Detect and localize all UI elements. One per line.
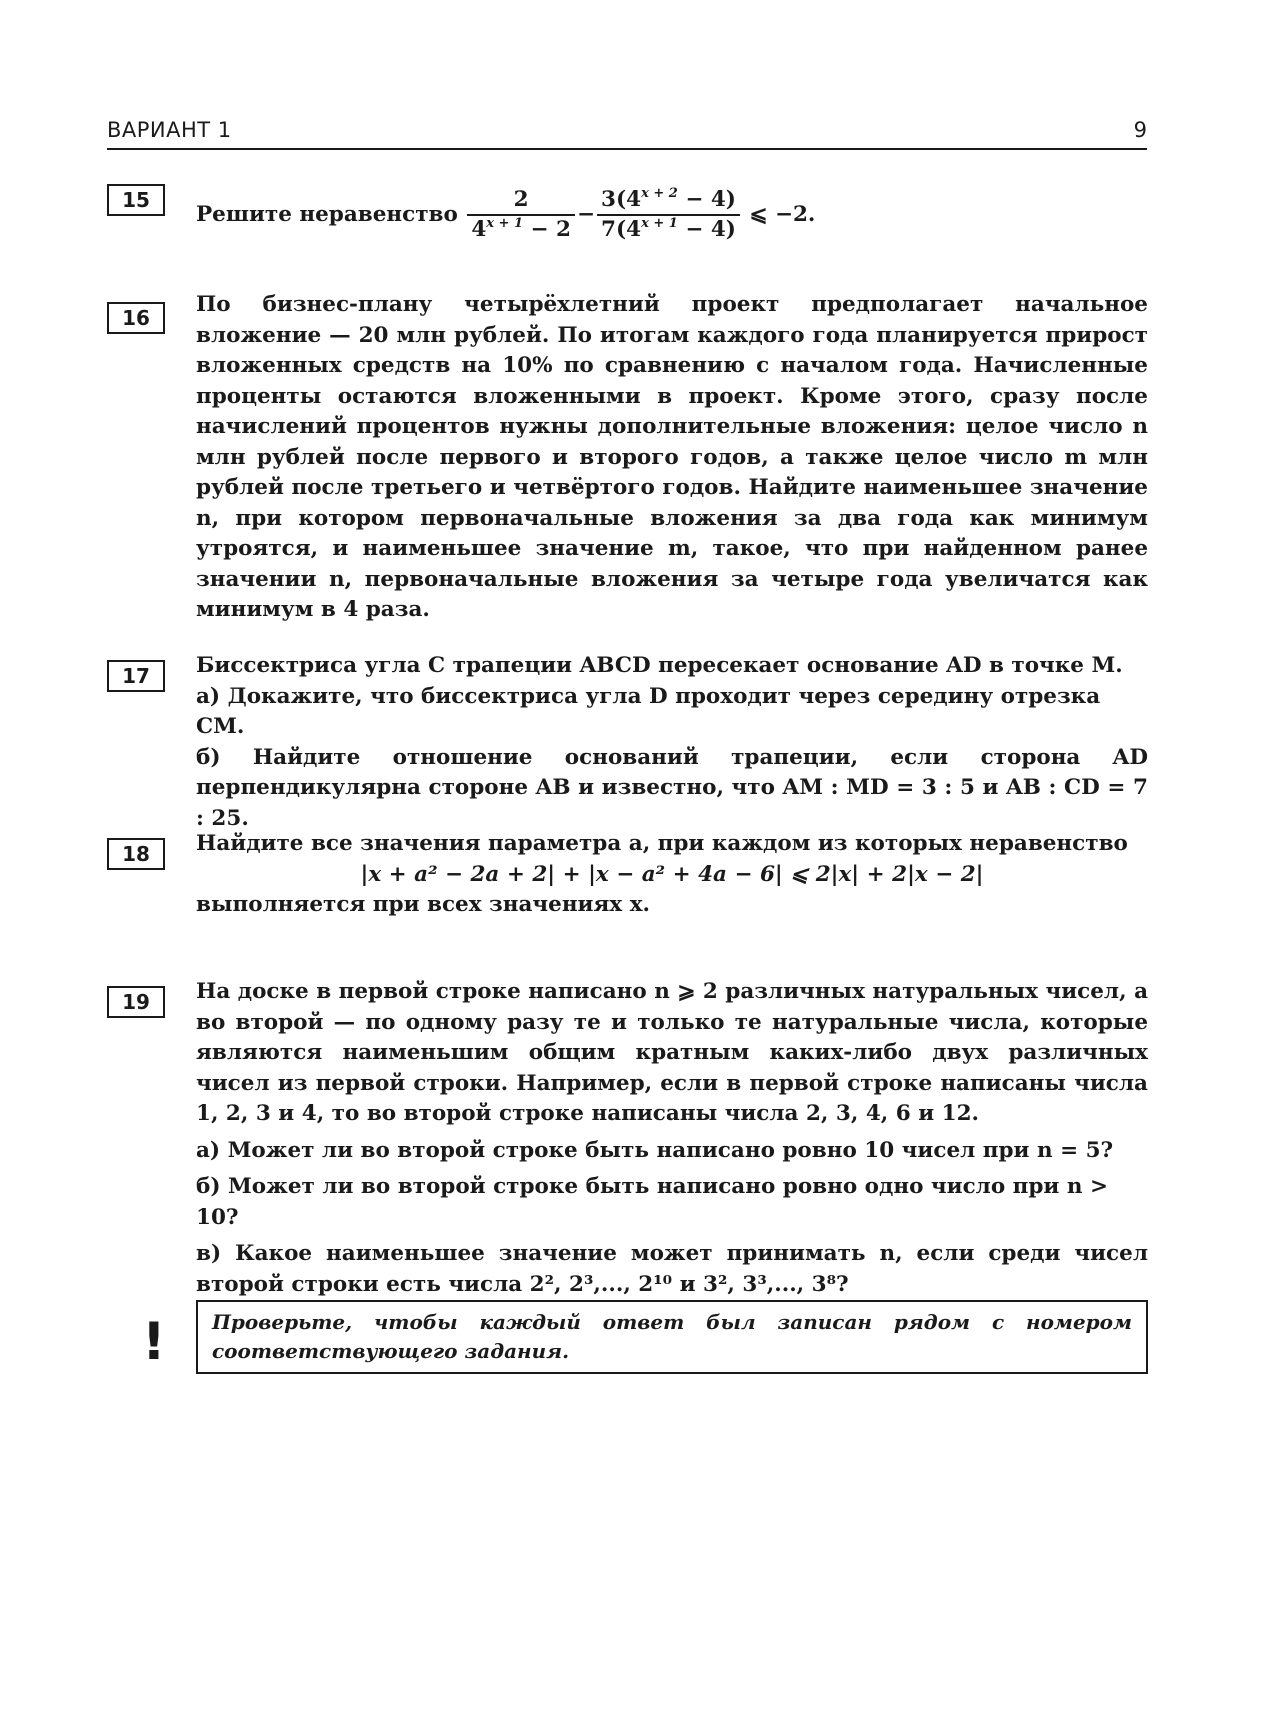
task-17-statement: Биссектриса угла C трапеции ABCD пересекает основание AD в точке M. <box>196 653 1123 678</box>
task-18-condition: выполняется при всех значениях x. <box>196 892 650 917</box>
task-number-16: 16 <box>107 302 165 334</box>
fraction-1 <box>467 186 575 244</box>
task-19-part-c: в) Какое наименьшее значение может принимать n, если среди чисел второй строки есть числа 2², 2³,..., 2¹⁰ и 3², 3³,..., 3⁸? <box>196 1241 1148 1297</box>
fraction-1-den-tail: − 2 <box>523 217 571 242</box>
task-15 <box>196 186 1148 244</box>
task-16 <box>196 290 1148 626</box>
fraction-2-denominator <box>597 216 740 244</box>
fraction-1-numerator: 2 <box>467 186 575 216</box>
notice-text: Проверьте, чтобы каждый ответ был записан рядом с номером соответствующего задания. <box>212 1310 1132 1363</box>
fraction-2-num-b: − 4) <box>677 187 736 212</box>
task-17-part-a: а) Докажите, что биссектриса угла D проходит через середину отрезка CM. <box>196 683 1101 739</box>
task-18-statement: Найдите все значения параметра a, при каждом из которых неравенство <box>196 831 1128 856</box>
notice-box <box>196 1300 1148 1374</box>
task-16-text: По бизнес-плану четырёхлетний проект предполагает начальное вложение — 20 млн рублей. По итогам каждого года планируется прирост вложенных средств на 10% по сравнению с началом года. Начисленные проценты остаются вложенными в проект. Кроме этого, сразу после начислений процентов нужны дополнительные вложения: целое число n млн рублей после первого и второго годов, а также целое число m млн рублей после третьего и четвёртого годов. Найдите наименьшее значение n, при котором первоначальные вложения за два года как минимум утроятся, и наименьшее значение m, такое, что при найденном ранее значении n, первоначальные вложения за четыре года увеличатся как минимум в 4 раза. <box>196 292 1148 622</box>
fraction-2-num-exponent: x + 2 <box>641 186 678 201</box>
fraction-2-den-a: 7(4 <box>601 217 642 242</box>
task-18-formula: |x + a² − 2a + 2| + |x − a² + 4a − 6| ⩽ 2|x| + 2|x − 2| <box>360 861 984 887</box>
task-17 <box>196 651 1148 834</box>
task-number-19: 19 <box>107 986 165 1018</box>
fraction-2-num-a: 3(4 <box>601 187 642 212</box>
fraction-1-den-base: 4 <box>471 217 487 242</box>
page-number: 9 <box>1133 118 1147 142</box>
task-19-intro: На доске в первой строке написано n ⩾ 2 различных натуральных чисел, а во второй — по одному разу те и только те натуральные числа, которые являются наименьшим общим кратным каких-либо двух различных чисел из первой строки. Например, если в первой строке написаны числа 1, 2, 3 и 4, то во второй строке написаны числа 2, 3, 4, 6 и 12. <box>196 979 1148 1126</box>
fraction-1-denominator <box>467 216 575 244</box>
fraction-2-den-b: − 4) <box>677 217 736 242</box>
fraction-2 <box>597 186 740 244</box>
page-header <box>107 116 1147 150</box>
task-number-18: 18 <box>107 838 165 870</box>
minus-sign: − <box>576 202 595 227</box>
fraction-2-numerator <box>597 186 740 216</box>
task-15-suffix: ⩽ −2. <box>741 202 816 227</box>
task-19-part-b: б) Может ли во второй строке быть написано ровно одно число при n > 10? <box>196 1174 1108 1230</box>
task-19 <box>196 977 1148 1300</box>
fraction-1-den-exponent: x + 1 <box>486 216 524 231</box>
task-17-part-b: б) Найдите отношение оснований трапеции, если сторона AD перпендикулярна стороне AB и известно, что AM : MD = 3 : 5 и AB : CD = 7 : 25. <box>196 744 1148 831</box>
task-15-prefix: Решите неравенство <box>196 202 458 227</box>
task-15-inequality <box>196 186 1148 244</box>
fraction-2-den-exponent: x + 1 <box>641 216 678 231</box>
variant-title: ВАРИАНТ 1 <box>107 118 232 142</box>
task-number-17: 17 <box>107 660 165 692</box>
task-number-15: 15 <box>107 184 165 216</box>
task-19-part-a: а) Может ли во второй строке быть написано ровно 10 чисел при n = 5? <box>196 1137 1114 1163</box>
exclamation-icon: ! <box>142 1312 166 1372</box>
task-18 <box>196 829 1148 921</box>
